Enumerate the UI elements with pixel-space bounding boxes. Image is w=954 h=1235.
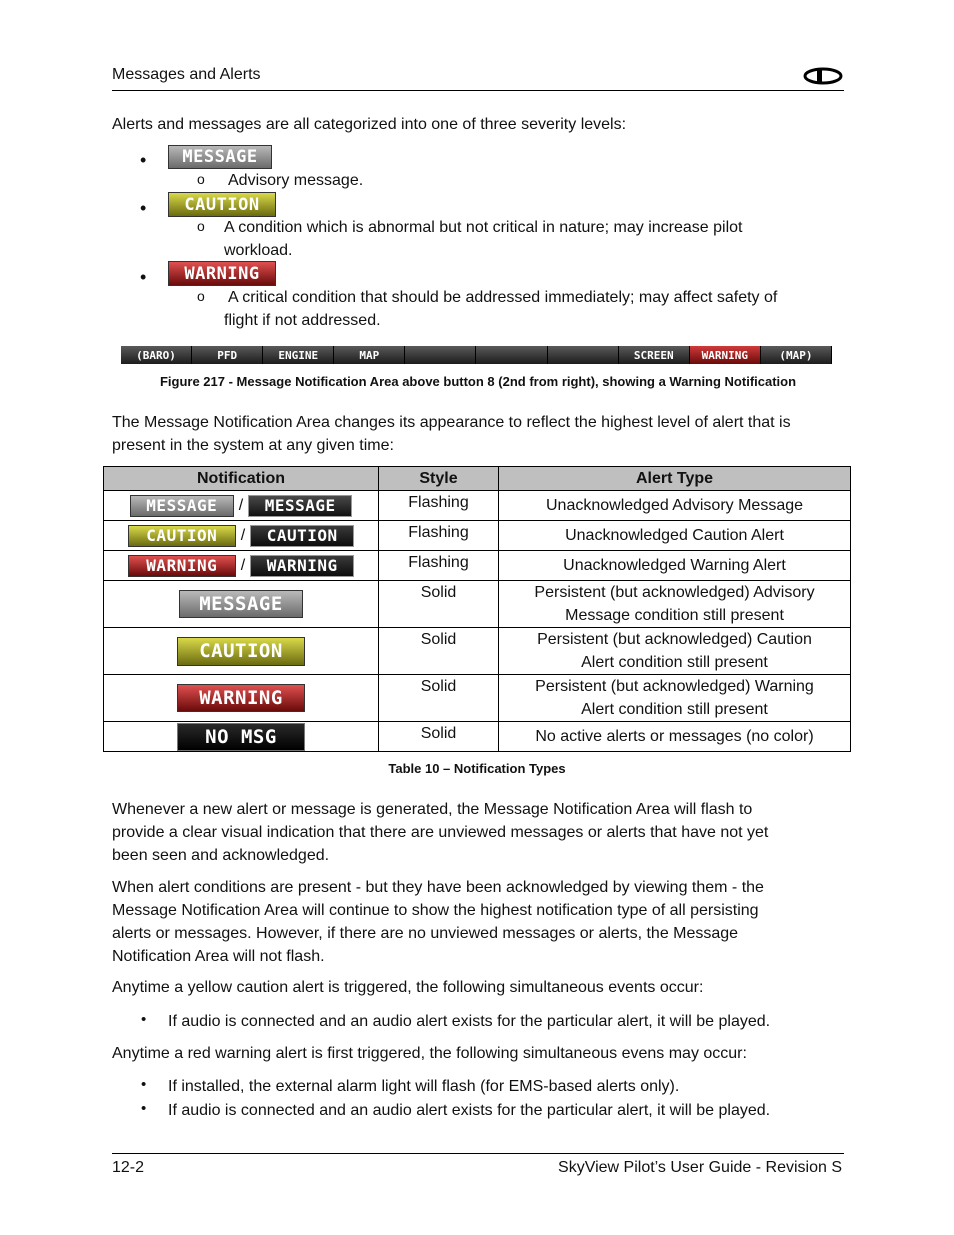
alert-type-line1: Persistent (but acknowledged) Warning	[535, 678, 814, 695]
header-rule	[112, 90, 844, 91]
warning-flash-badge-light: WARNING	[128, 555, 236, 577]
softkey-screen[interactable]: SCREEN	[619, 346, 690, 364]
caution-desc-line2: workload.	[224, 242, 293, 259]
message-badge: MESSAGE	[168, 145, 272, 169]
table-row	[104, 581, 851, 628]
style-cell: Solid	[379, 675, 499, 722]
bullet-dot: •	[140, 267, 147, 287]
dynon-logo-icon	[803, 67, 843, 85]
no-msg-solid-badge: NO MSG	[177, 723, 305, 751]
softkey-warning-notification[interactable]: WARNING	[690, 346, 761, 364]
flash-paragraph	[112, 798, 768, 867]
warning-solid-badge: WARNING	[177, 684, 305, 712]
bullet-dot: •	[140, 198, 147, 218]
style-cell: Flashing	[379, 551, 499, 581]
alert-type-cell: Unacknowledged Advisory Message	[499, 491, 851, 521]
table-header-style: Style	[379, 467, 499, 491]
bullet-dot: •	[141, 1076, 147, 1093]
acknowledged-paragraph-line: alerts or messages. However, if there are no unviewed messages or alerts, the Message	[112, 925, 739, 942]
slash-separator: /	[240, 556, 246, 574]
sub-bullet: o	[197, 218, 205, 234]
warning-badge: WARNING	[168, 261, 276, 286]
alert-type-line1: Persistent (but acknowledged) Caution	[537, 631, 812, 648]
bullet-dot: •	[141, 1011, 147, 1028]
warning-desc-line2: flight if not addressed.	[224, 312, 381, 329]
footer-title: SkyView Pilot’s User Guide - Revision S	[558, 1159, 842, 1176]
bullet-dot: •	[141, 1100, 147, 1117]
alert-type-cell: Unacknowledged Warning Alert	[499, 551, 851, 581]
alert-type-cell	[499, 628, 851, 675]
caution-flash-badge-light: CAUTION	[128, 525, 236, 547]
bullet-dot: •	[140, 150, 147, 170]
page-number: 12-2	[112, 1159, 145, 1176]
area-paragraph-line2: present in the system at any given time:	[112, 437, 394, 454]
acknowledged-paragraph-line: When alert conditions are present - but they have been acknowledged by viewing them - the	[112, 879, 764, 896]
softkey-pfd[interactable]: PFD	[192, 346, 263, 364]
style-cell: Solid	[379, 722, 499, 752]
figure-caption: Figure 217 - Message Notification Area above button 8 (2nd from right), showing a Warning Notification	[159, 374, 797, 389]
softkey-map-right[interactable]: (MAP)	[761, 346, 832, 364]
table-row	[104, 521, 851, 551]
table-row	[104, 551, 851, 581]
acknowledged-paragraph	[112, 876, 764, 968]
table-header-alert-type: Alert Type	[499, 467, 851, 491]
warning-desc-line1: A critical condition that should be addressed immediately; may affect safety of	[228, 289, 778, 306]
caution-badge: CAUTION	[168, 192, 276, 217]
table-row	[104, 722, 851, 752]
message-solid-badge: MESSAGE	[179, 590, 303, 618]
message-flash-badge-dark: MESSAGE	[248, 495, 352, 517]
running-header-title: Messages and Alerts	[112, 66, 261, 83]
table-row	[104, 491, 851, 521]
notification-types-table	[103, 466, 851, 752]
flash-paragraph-line: been seen and acknowledged.	[112, 847, 330, 864]
area-paragraph-line1: The Message Notification Area changes its appearance to reflect the highest level of alert that is	[112, 414, 791, 431]
alert-type-cell: Unacknowledged Caution Alert	[499, 521, 851, 551]
alert-type-line2: Message condition still present	[565, 607, 784, 624]
style-cell: Solid	[379, 628, 499, 675]
intro-paragraph: Alerts and messages are all categorized into one of three severity levels:	[112, 116, 627, 133]
message-desc: Advisory message.	[228, 172, 364, 189]
slash-separator: /	[238, 496, 244, 514]
warning-event-item: If audio is connected and an audio alert exists for the particular alert, it will be played.	[168, 1102, 771, 1119]
softkey-blank-6[interactable]	[476, 346, 547, 364]
softkey-baro[interactable]: (BARO)	[121, 346, 192, 364]
acknowledged-paragraph-line: Message Notification Area will continue to show the highest notification type of all persisting	[112, 902, 759, 919]
softkey-blank-5[interactable]	[405, 346, 476, 364]
footer-rule	[112, 1153, 844, 1154]
table-caption: Table 10 – Notification Types	[388, 761, 566, 776]
caution-event-item: If audio is connected and an audio alert exists for the particular alert, it will be played.	[168, 1013, 771, 1030]
acknowledged-paragraph-line: Notification Area will not flash.	[112, 948, 325, 965]
sub-bullet: o	[197, 171, 205, 187]
table-row	[104, 675, 851, 722]
flash-paragraph-line: Whenever a new alert or message is generated, the Message Notification Area will flash to	[112, 801, 753, 818]
caution-desc-line1: A condition which is abnormal but not critical in nature; may increase pilot	[224, 219, 743, 236]
alert-type-cell	[499, 581, 851, 628]
caution-solid-badge: CAUTION	[177, 637, 305, 666]
softkey-map[interactable]: MAP	[334, 346, 405, 364]
alert-type-line1: Persistent (but acknowledged) Advisory	[534, 584, 815, 601]
slash-separator: /	[240, 526, 246, 544]
style-cell: Flashing	[379, 521, 499, 551]
style-cell: Flashing	[379, 491, 499, 521]
warning-event-item: If installed, the external alarm light will flash (for EMS-based alerts only).	[168, 1078, 680, 1095]
alert-type-line2: Alert condition still present	[581, 654, 768, 671]
softkey-blank-7[interactable]	[548, 346, 619, 364]
table-header-notification: Notification	[104, 467, 379, 491]
sub-bullet: o	[197, 288, 205, 304]
caution-flash-badge-dark: CAUTION	[250, 525, 354, 547]
table-row	[104, 628, 851, 675]
style-cell: Solid	[379, 581, 499, 628]
softkey-bar	[121, 346, 832, 364]
warning-flash-badge-dark: WARNING	[250, 555, 354, 577]
softkey-engine[interactable]: ENGINE	[263, 346, 334, 364]
flash-paragraph-line: provide a clear visual indication that there are unviewed messages or alerts that have not yet	[112, 824, 769, 841]
alert-type-cell	[499, 675, 851, 722]
alert-type-line2: Alert condition still present	[581, 701, 768, 718]
alert-type-cell: No active alerts or messages (no color)	[499, 722, 851, 752]
warning-events-paragraph: Anytime a red warning alert is first triggered, the following simultaneous evens may occur:	[112, 1045, 747, 1062]
caution-events-paragraph: Anytime a yellow caution alert is triggered, the following simultaneous events occur:	[112, 979, 704, 996]
message-flash-badge-light: MESSAGE	[130, 495, 234, 517]
